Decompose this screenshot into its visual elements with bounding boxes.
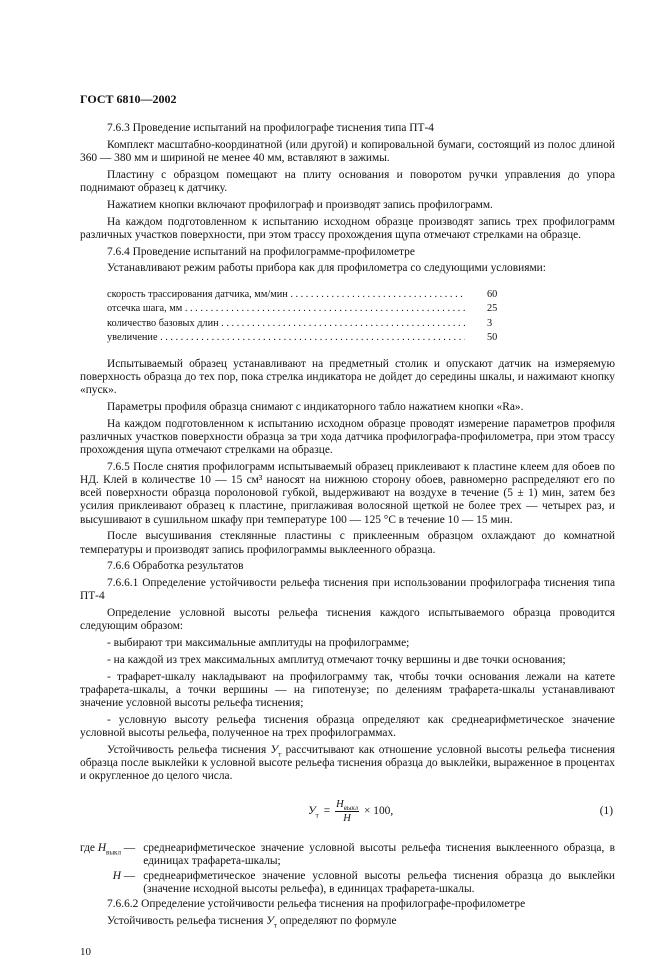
settings-row: [107, 302, 615, 317]
setting-label: количество базовых длин . . .: [107, 317, 465, 332]
paragraph: Нажатием кнопки включают профилограф и производят запись профилограмм.: [107, 198, 493, 211]
document-header: ГОСТ 6810—2002: [80, 92, 177, 106]
paragraph: [80, 915, 615, 928]
legend-text: среднеарифметическое значение условной высоты рельефа тиснения выклеенного образца, в единицах трафарета-шкалы;: [143, 841, 615, 867]
list-item: - выбирают три максимальные амплитуды на профилограмме;: [107, 637, 410, 650]
paragraph: Определение условной высоты рельефа тиснения каждого испытываемого образца проводится следующим образом:: [80, 607, 615, 633]
symbol: У: [266, 915, 274, 928]
numerator-sub: выкл: [343, 804, 359, 812]
section-heading: 7.6.4 Проведение испытаний на профилограмме-профилометре: [107, 245, 415, 258]
paragraph: Испытываемый образец устанавливают на предметный столик и опускают датчик на измеряемую поверхность образца до тех пор, пока стрелка индикатора не дойдет до середины шкалы, и нажимают кнопку «пуск».: [80, 357, 615, 396]
formula-lhs-sub: т: [315, 811, 319, 820]
section-heading: 7.6.6.2 Определение устойчивости рельефа тиснения на профилографе-профилометре: [107, 898, 526, 911]
legend-dash: —: [120, 841, 136, 854]
list-item: - на каждой из трех максимальных амплитуд отмечают точку вершины и две точки основания;: [107, 654, 566, 666]
setting-value: 25: [487, 303, 498, 315]
legend-symbol: H: [112, 870, 121, 883]
legend-dash: —: [120, 870, 136, 883]
section-heading: 7.6.6 Обработка результатов: [107, 560, 244, 573]
settings-row: [107, 317, 615, 332]
section-heading: 7.6.6.1 Определение устойчивости рельефа тиснения при использовании профилографа тиснения типа ПТ-4: [80, 577, 615, 603]
settings-row: [107, 331, 615, 346]
symbol: У: [270, 744, 279, 756]
symbol-subscript: т: [278, 750, 282, 759]
formula-lhs-symbol: У: [308, 805, 316, 817]
settings-list: [107, 288, 615, 346]
legend-text: среднеарифметическое значение условной высоты рельефа тиснения образца до выклейки (значение исходной высоты рельефа), в единицах трафарета-шкалы.: [143, 870, 615, 896]
formula-lhs: [308, 805, 319, 818]
symbol-subscript: т: [273, 921, 277, 930]
legend-symbol: H: [97, 841, 107, 854]
legend-key: [80, 870, 135, 898]
numerator-symbol: H: [336, 798, 344, 810]
paragraph: После высушивания стеклянные пластины с приклеенным образцом охлаждают до комнатной температуры и производят запись профилограммы выклеенного образца.: [80, 530, 615, 556]
legend-prefix: где: [80, 841, 98, 854]
formula-equals: =: [323, 805, 331, 817]
section-heading: 7.6.3 Проведение испытаний на профилографе тиснения типа ПТ-4: [107, 122, 434, 134]
list-item: - условную высоту рельефа тиснения образца определяют как среднеарифметическое значение условной высоты рельефа, полученное на трех профилограммах.: [80, 714, 615, 740]
setting-label: скорость трассирования датчика, мм/мин . . .: [107, 288, 465, 303]
page-number: 10: [80, 946, 91, 959]
text: определяют по формуле: [276, 915, 397, 928]
legend-key: [80, 842, 135, 870]
paragraph: На каждом подготовленном к испытанию исходном образце производят запись трех профилограмм различных участков поверхности, при этом трассу прохождения щупа отмечают стрелками на образце.: [80, 215, 615, 241]
formula-legend: [80, 842, 615, 899]
setting-label: увеличение . . .: [107, 331, 465, 346]
paragraph: Комплект масштабно-координатной (или другой) и копировальной бумаги, состоящий из полос длиной 360 — 380 мм и шириной не менее 40 мм, вставляют в зажимы.: [80, 138, 615, 164]
text: Устойчивость рельефа тиснения: [107, 744, 271, 756]
list-item: - трафарет-шкалу накладывают на профилограмму так, чтобы точки основания лежали на катете трафарета-шкалы, а точки вершины — на гипотенузе; по делениям трафарета-шкалы устанавливают значение условной высоты рельефа тиснения;: [80, 670, 615, 710]
text: рассчитывают как отношение условной высоты рельефа тиснения образца после выклейки к условной высоте рельефа тиснения образца до выклейки, выраженное в процентах и округленное до целого числа.: [80, 744, 615, 783]
formula-body: [308, 798, 393, 825]
document-body: [80, 122, 615, 960]
formula-number: (1): [599, 805, 613, 817]
paragraph: 7.6.5 После снятия профилограмм испытываемый образец приклеивают к пластине клеем для обоев по НД. Клей в количестве 10 — 15 см³ наносят на нижнюю сторону обоев, равномерно распределяют его по всей поверхности образца поролоновой губкой, выдерживают на воздухе в течение (5 ± 1) мин, затем без усилия приклеивают образец к пластине, приглаживая волосяной щеткой не более трех — четырех раз, и высушивают в сушильном шкафу при температуре 100 — 125 °С в течение 10 — 15 мин.: [80, 460, 615, 526]
paragraph: Устанавливают режим работы прибора как для профилометра со следующими условиями:: [107, 262, 546, 275]
setting-label: отсечка шага, мм . . .: [107, 302, 465, 317]
settings-row: [107, 288, 615, 303]
paragraph: Параметры профиля образца снимают с индикаторного табло нажатием кнопки «Ra».: [107, 400, 524, 413]
setting-value: 3: [487, 317, 493, 329]
formula-fraction: [335, 798, 359, 825]
setting-value: 60: [487, 288, 498, 300]
text: Устойчивость рельефа тиснения: [107, 915, 267, 928]
paragraph: На каждом подготовленном к испытанию исходном образце проводят измерение параметров профиля различных участков поверхности образца за три хода датчика профилографа-профилометра, при этом трассу прохождения щупа отмечают стрелками на образце.: [80, 417, 615, 456]
legend-sub: выкл: [106, 847, 121, 856]
formula-denominator: H: [343, 813, 351, 825]
formula-1: [80, 792, 615, 832]
formula-numerator: [335, 798, 359, 812]
setting-value: 50: [487, 332, 498, 344]
formula-tail: × 100,: [364, 805, 394, 817]
paragraph: [80, 744, 615, 784]
paragraph: Пластину с образцом помещают на плиту основания и поворотом ручки управления до упора поднимают образец к датчику.: [80, 168, 615, 194]
